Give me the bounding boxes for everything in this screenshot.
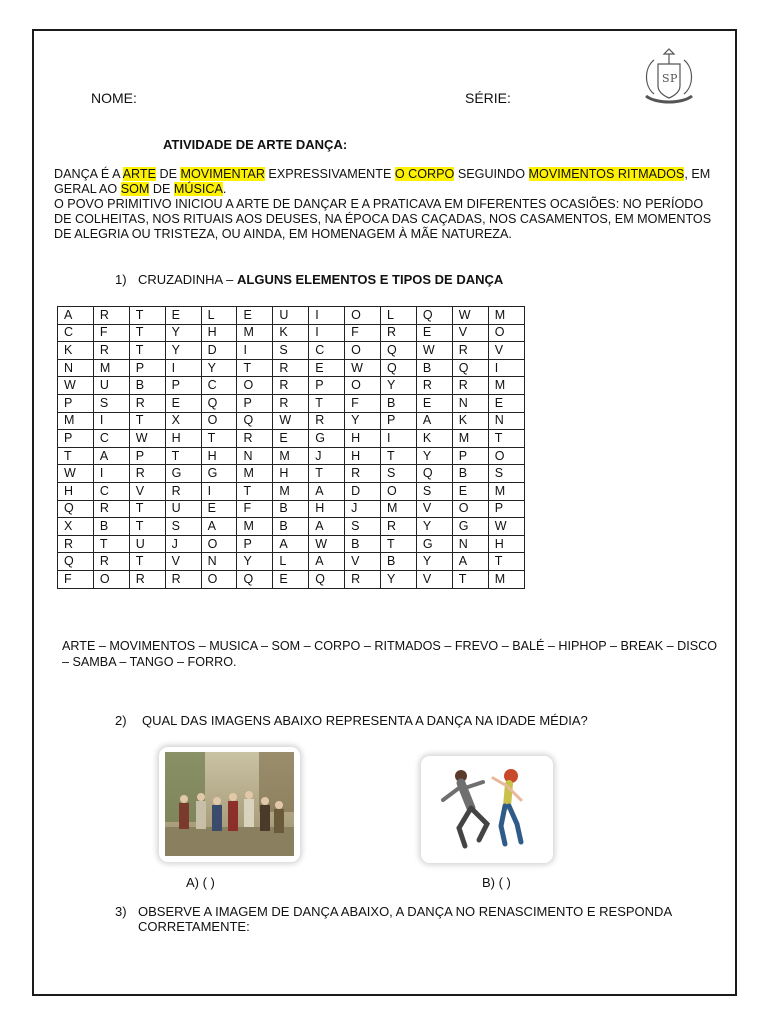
grid-cell: N <box>58 359 94 377</box>
grid-cell: B <box>381 394 417 412</box>
grid-cell: S <box>165 518 201 536</box>
grid-cell: P <box>488 500 524 518</box>
grid-cell: H <box>58 482 94 500</box>
grid-row <box>58 465 525 483</box>
sao-paulo-seal-icon <box>636 46 702 112</box>
grid-cell: R <box>93 307 129 325</box>
grid-row <box>58 394 525 412</box>
grid-cell: R <box>237 430 273 448</box>
grid-cell: B <box>381 553 417 571</box>
grid-cell: Q <box>381 342 417 360</box>
word-list: ARTE – MOVIMENTOS – MUSICA – SOM – CORPO – RITMADOS – FREVO – BALÉ – HIPHOP – BREAK – DISCO – SAMBA – TANGO – FORRO. <box>62 639 718 669</box>
grid-cell: M <box>93 359 129 377</box>
grid-cell: H <box>345 430 381 448</box>
grid-cell: T <box>93 535 129 553</box>
highlighted-word: SOM <box>120 182 150 196</box>
grid-cell: W <box>273 412 309 430</box>
grid-cell: Y <box>165 342 201 360</box>
grid-cell: A <box>309 518 345 536</box>
grid-cell: M <box>273 447 309 465</box>
grid-cell: E <box>452 482 488 500</box>
intro-text: EXPRESSIVAMENTE <box>264 167 395 181</box>
grid-cell: E <box>416 324 452 342</box>
grid-cell: A <box>273 535 309 553</box>
grid-cell: T <box>129 307 165 325</box>
grid-row <box>58 377 525 395</box>
grid-cell: F <box>93 324 129 342</box>
grid-cell: I <box>201 482 237 500</box>
grid-cell: W <box>345 359 381 377</box>
grid-row <box>58 535 525 553</box>
grid-cell: B <box>273 500 309 518</box>
grid-cell: U <box>165 500 201 518</box>
grid-cell: L <box>201 307 237 325</box>
grid-cell: Y <box>416 553 452 571</box>
grid-cell: V <box>416 570 452 588</box>
grid-cell: O <box>93 570 129 588</box>
grid-row <box>58 307 525 325</box>
grid-cell: O <box>488 447 524 465</box>
svg-text:S: S <box>662 72 670 85</box>
grid-cell: G <box>309 430 345 448</box>
grid-cell: W <box>309 535 345 553</box>
grid-cell: E <box>165 394 201 412</box>
grid-cell: N <box>488 412 524 430</box>
grid-row <box>58 447 525 465</box>
grid-cell: T <box>309 394 345 412</box>
intro-text: , EM <box>684 167 711 181</box>
grid-cell: C <box>93 430 129 448</box>
grid-cell: Y <box>201 359 237 377</box>
grid-cell: W <box>452 307 488 325</box>
grid-cell: K <box>452 412 488 430</box>
grid-cell: M <box>237 518 273 536</box>
grid-cell: N <box>201 553 237 571</box>
grid-cell: I <box>488 359 524 377</box>
grid-cell: R <box>381 518 417 536</box>
grid-cell: P <box>129 447 165 465</box>
grid-cell: I <box>309 307 345 325</box>
grid-cell: T <box>381 535 417 553</box>
grid-cell: N <box>452 394 488 412</box>
grid-cell: P <box>58 430 94 448</box>
grid-cell: A <box>309 482 345 500</box>
grid-cell: M <box>273 482 309 500</box>
grid-cell: R <box>129 465 165 483</box>
grid-cell: N <box>452 535 488 553</box>
grid-cell: G <box>165 465 201 483</box>
grid-cell: U <box>93 377 129 395</box>
grid-cell: R <box>273 394 309 412</box>
grid-cell: K <box>416 430 452 448</box>
grid-cell: Q <box>201 394 237 412</box>
grid-cell: W <box>129 430 165 448</box>
grid-cell: T <box>129 518 165 536</box>
grid-cell: E <box>488 394 524 412</box>
grid-cell: R <box>345 570 381 588</box>
grid-cell: M <box>488 377 524 395</box>
grid-row <box>58 412 525 430</box>
grid-cell: V <box>416 500 452 518</box>
grid-cell: H <box>488 535 524 553</box>
grid-cell: R <box>93 553 129 571</box>
name-label: NOME: <box>91 90 137 106</box>
q2-number: 2) <box>115 713 127 728</box>
grid-cell: N <box>237 447 273 465</box>
intro-text: GERAL AO <box>54 182 121 196</box>
grid-cell: M <box>381 500 417 518</box>
grid-cell: P <box>58 394 94 412</box>
grid-cell: S <box>416 482 452 500</box>
intro-text: . <box>222 182 227 196</box>
grid-cell: M <box>488 570 524 588</box>
grid-cell: Y <box>345 412 381 430</box>
grid-cell: M <box>488 482 524 500</box>
grid-cell: X <box>58 518 94 536</box>
grid-cell: V <box>452 324 488 342</box>
grid-cell: K <box>58 342 94 360</box>
grid-cell: R <box>452 342 488 360</box>
grid-cell: P <box>237 535 273 553</box>
grid-cell: I <box>165 359 201 377</box>
grid-cell: A <box>201 518 237 536</box>
grid-cell: Y <box>416 447 452 465</box>
grid-cell: U <box>273 307 309 325</box>
grid-cell: V <box>165 553 201 571</box>
grid-cell: I <box>93 412 129 430</box>
grid-cell: T <box>129 500 165 518</box>
grid-cell: S <box>345 518 381 536</box>
grid-cell: M <box>488 307 524 325</box>
grid-cell: R <box>129 570 165 588</box>
grid-cell: M <box>237 324 273 342</box>
grid-cell: Q <box>58 553 94 571</box>
grid-row <box>58 518 525 536</box>
grid-cell: O <box>201 412 237 430</box>
grid-cell: S <box>273 342 309 360</box>
grid-cell: W <box>488 518 524 536</box>
grid-cell: B <box>345 535 381 553</box>
grid-cell: R <box>381 324 417 342</box>
grid-cell: T <box>381 447 417 465</box>
grid-cell: Q <box>416 307 452 325</box>
grid-cell: A <box>58 307 94 325</box>
grid-cell: H <box>309 500 345 518</box>
grid-cell: B <box>93 518 129 536</box>
grid-cell: Q <box>237 412 273 430</box>
grid-cell: P <box>381 412 417 430</box>
grid-cell: T <box>129 342 165 360</box>
grid-cell: B <box>273 518 309 536</box>
intro-paragraph <box>54 167 719 242</box>
grid-row <box>58 324 525 342</box>
grid-cell: T <box>129 324 165 342</box>
grid-cell: T <box>488 553 524 571</box>
grid-cell: T <box>488 430 524 448</box>
grid-cell: L <box>381 307 417 325</box>
grid-cell: Y <box>381 377 417 395</box>
grid-cell: F <box>345 324 381 342</box>
grid-cell: E <box>309 359 345 377</box>
intro-text: DE <box>149 182 174 196</box>
grid-cell: O <box>237 377 273 395</box>
grid-cell: J <box>309 447 345 465</box>
intro-paragraph-2: O POVO PRIMITIVO INICIOU A ARTE DE DANÇAR E A PRATICAVA EM DIFERENTES OCASIÕES: NO PERÍODO DE COLHEITAS, NOS RITUAIS AOS DEUSES, NA ÉPOCA DAS CAÇADAS, NOS CASAMENTOS, EM MOMENTOS DE ALEGRIA OU TRISTEZA, OU AINDA, EM HOMENAGEM À MÃE NATUREZA. <box>54 197 712 241</box>
image-medieval-dance <box>159 747 300 862</box>
intro-text: DANÇA É A <box>54 167 123 181</box>
grid-cell: C <box>58 324 94 342</box>
grid-cell: X <box>165 412 201 430</box>
grid-cell: R <box>452 377 488 395</box>
grid-cell: O <box>488 324 524 342</box>
grid-cell: G <box>201 465 237 483</box>
grid-cell: F <box>58 570 94 588</box>
grid-cell: R <box>165 570 201 588</box>
grid-cell: A <box>452 553 488 571</box>
grid-cell: E <box>273 570 309 588</box>
grid-cell: D <box>345 482 381 500</box>
grid-cell: R <box>58 535 94 553</box>
grid-cell: T <box>309 465 345 483</box>
q3-line-2: CORRETAMENTE: <box>138 919 250 934</box>
grid-cell: H <box>201 447 237 465</box>
grid-cell: T <box>58 447 94 465</box>
grid-cell: R <box>93 342 129 360</box>
grid-cell: C <box>93 482 129 500</box>
grid-row <box>58 359 525 377</box>
grid-cell: S <box>93 394 129 412</box>
grid-cell: P <box>309 377 345 395</box>
grid-cell: I <box>381 430 417 448</box>
grid-cell: Y <box>165 324 201 342</box>
intro-line-1 <box>54 167 719 182</box>
grid-cell: Q <box>309 570 345 588</box>
grid-cell: W <box>58 377 94 395</box>
grid-cell: O <box>452 500 488 518</box>
grid-row <box>58 342 525 360</box>
grid-cell: C <box>309 342 345 360</box>
grid-cell: T <box>452 570 488 588</box>
grid-row <box>58 430 525 448</box>
grid-cell: T <box>165 447 201 465</box>
grid-cell: Q <box>452 359 488 377</box>
grid-cell: I <box>237 342 273 360</box>
grid-cell: T <box>237 359 273 377</box>
grid-cell: Y <box>381 570 417 588</box>
svg-text:P: P <box>670 72 678 85</box>
highlighted-word: O CORPO <box>394 167 455 181</box>
grid-cell: H <box>165 430 201 448</box>
grid-cell: E <box>201 500 237 518</box>
grid-cell: V <box>488 342 524 360</box>
image-modern-dance <box>421 756 553 863</box>
q2-text: QUAL DAS IMAGENS ABAIXO REPRESENTA A DANÇA NA IDADE MÉDIA? <box>142 713 588 728</box>
grid-cell: M <box>237 465 273 483</box>
grid-cell: K <box>273 324 309 342</box>
grid-cell: A <box>93 447 129 465</box>
q1-number: 1) <box>115 272 127 287</box>
grid-cell: Q <box>416 465 452 483</box>
grid-cell: B <box>452 465 488 483</box>
grid-cell: W <box>58 465 94 483</box>
grid-cell: J <box>345 500 381 518</box>
word-search-grid <box>57 306 525 589</box>
grid-cell: M <box>452 430 488 448</box>
grid-cell: R <box>416 377 452 395</box>
grid-cell: O <box>381 482 417 500</box>
grid-cell: P <box>237 394 273 412</box>
grid-cell: O <box>345 307 381 325</box>
grid-cell: R <box>273 377 309 395</box>
grid-cell: R <box>129 394 165 412</box>
grid-cell: M <box>58 412 94 430</box>
grid-cell: R <box>309 412 345 430</box>
intro-text: SEGUINDO <box>454 167 529 181</box>
grid-cell: Q <box>58 500 94 518</box>
grid-cell: H <box>345 447 381 465</box>
grid-cell: E <box>237 307 273 325</box>
grid-cell: I <box>309 324 345 342</box>
grid-cell: O <box>201 570 237 588</box>
highlighted-word: MOVIMENTOS RITMADOS <box>528 167 685 181</box>
grid-cell: G <box>452 518 488 536</box>
grid-cell: C <box>201 377 237 395</box>
grid-cell: T <box>201 430 237 448</box>
grid-cell: O <box>345 377 381 395</box>
grid-cell: W <box>416 342 452 360</box>
grid-cell: V <box>129 482 165 500</box>
option-a: A) ( ) <box>186 875 215 890</box>
grid-cell: F <box>345 394 381 412</box>
grid-cell: R <box>93 500 129 518</box>
grid-cell: D <box>201 342 237 360</box>
grid-cell: V <box>345 553 381 571</box>
grid-cell: R <box>273 359 309 377</box>
q1-label: CRUZADINHA – <box>138 272 234 287</box>
grid-cell: E <box>165 307 201 325</box>
grid-cell: U <box>129 535 165 553</box>
grid-row <box>58 482 525 500</box>
grid-cell: F <box>237 500 273 518</box>
grid-cell: R <box>165 482 201 500</box>
grid-cell: L <box>273 553 309 571</box>
grid-row <box>58 570 525 588</box>
q1-bold-label: ALGUNS ELEMENTOS E TIPOS DE DANÇA <box>237 272 504 287</box>
grid-cell: I <box>93 465 129 483</box>
grid-cell: P <box>452 447 488 465</box>
highlighted-word: MÚSICA <box>173 182 223 196</box>
highlighted-word: MOVIMENTAR <box>180 167 265 181</box>
intro-text: DE <box>155 167 181 181</box>
grid-cell: S <box>381 465 417 483</box>
grid-cell: O <box>345 342 381 360</box>
grid-cell: H <box>201 324 237 342</box>
grid-cell: Y <box>237 553 273 571</box>
q3-number: 3) <box>115 904 127 919</box>
grid-cell: S <box>488 465 524 483</box>
grid-cell: P <box>165 377 201 395</box>
serie-label: SÉRIE: <box>465 90 511 106</box>
grid-cell: E <box>273 430 309 448</box>
grid-cell: E <box>416 394 452 412</box>
activity-title: ATIVIDADE DE ARTE DANÇA: <box>163 137 348 152</box>
intro-line-2 <box>54 182 719 197</box>
option-b: B) ( ) <box>482 875 511 890</box>
grid-cell: Q <box>381 359 417 377</box>
grid-cell: B <box>416 359 452 377</box>
grid-cell: H <box>273 465 309 483</box>
grid-row <box>58 500 525 518</box>
grid-cell: A <box>309 553 345 571</box>
grid-cell: B <box>129 377 165 395</box>
grid-row <box>58 553 525 571</box>
grid-cell: O <box>201 535 237 553</box>
grid-cell: J <box>165 535 201 553</box>
grid-cell: Q <box>237 570 273 588</box>
highlighted-word: ARTE <box>122 167 156 181</box>
grid-cell: A <box>416 412 452 430</box>
grid-cell: T <box>237 482 273 500</box>
grid-cell: T <box>129 412 165 430</box>
grid-cell: R <box>345 465 381 483</box>
grid-cell: P <box>129 359 165 377</box>
grid-cell: T <box>129 553 165 571</box>
grid-cell: G <box>416 535 452 553</box>
grid-cell: Y <box>416 518 452 536</box>
q3-line-1: OBSERVE A IMAGEM DE DANÇA ABAIXO, A DANÇA NO RENASCIMENTO E RESPONDA <box>138 904 673 919</box>
